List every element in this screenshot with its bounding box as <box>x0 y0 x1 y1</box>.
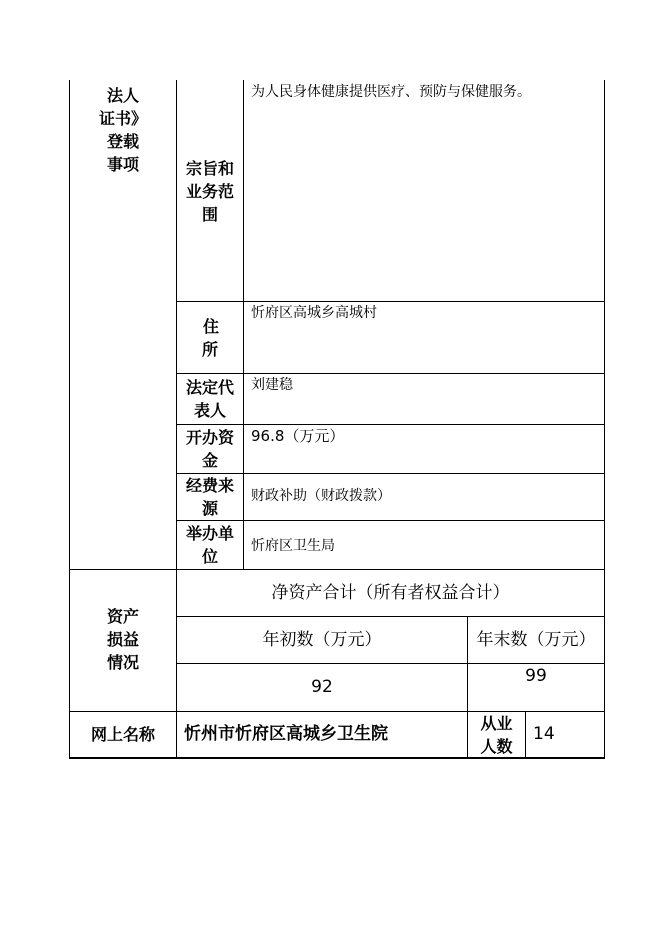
end-year-value: 99 <box>525 666 547 686</box>
section-label: 法人 证书》 登载 事项 <box>98 86 147 174</box>
legal-rep-label: 法定代 表人 <box>185 378 234 420</box>
begin-year-label: 年初数（万元） <box>262 630 382 650</box>
column-divider <box>525 711 526 759</box>
purpose-label: 宗旨和 业务范 围 <box>185 159 234 224</box>
end-year-label: 年末数（万元） <box>476 630 596 650</box>
column-divider <box>243 80 244 570</box>
online-name-value: 忻州市忻府区高城乡卫生院 <box>184 724 388 744</box>
section-divider <box>69 569 605 570</box>
sponsor-value: 忻府区卫生局 <box>251 538 335 554</box>
capital-value: 96.8（万元） <box>251 427 345 445</box>
funding-value: 财政补助（财政拨款） <box>251 488 391 504</box>
assets-label: 资产 损益 情况 <box>106 607 139 672</box>
staff-count-value: 14 <box>533 724 555 744</box>
capital-label: 开办资 金 <box>185 428 234 470</box>
staff-count-label: 从业 人数 <box>480 714 513 756</box>
row-divider <box>176 520 605 521</box>
sponsor-label: 举办单 位 <box>185 524 234 566</box>
row-divider <box>176 301 605 302</box>
funding-label: 经费来 源 <box>185 476 234 518</box>
address-label: 住 所 <box>201 317 219 359</box>
row-divider <box>176 616 605 617</box>
table-border-right <box>604 80 605 759</box>
address-value: 忻府区高城乡高城村 <box>251 305 377 321</box>
online-name-label: 网上名称 <box>90 725 155 744</box>
row-divider <box>176 373 605 374</box>
begin-year-value: 92 <box>311 677 333 697</box>
legal-rep-value: 刘建稳 <box>251 377 293 393</box>
purpose-value: 为人民身体健康提供医疗、预防与保健服务。 <box>251 84 531 100</box>
net-assets-header: 净资产合计（所有者权益合计） <box>271 583 510 603</box>
